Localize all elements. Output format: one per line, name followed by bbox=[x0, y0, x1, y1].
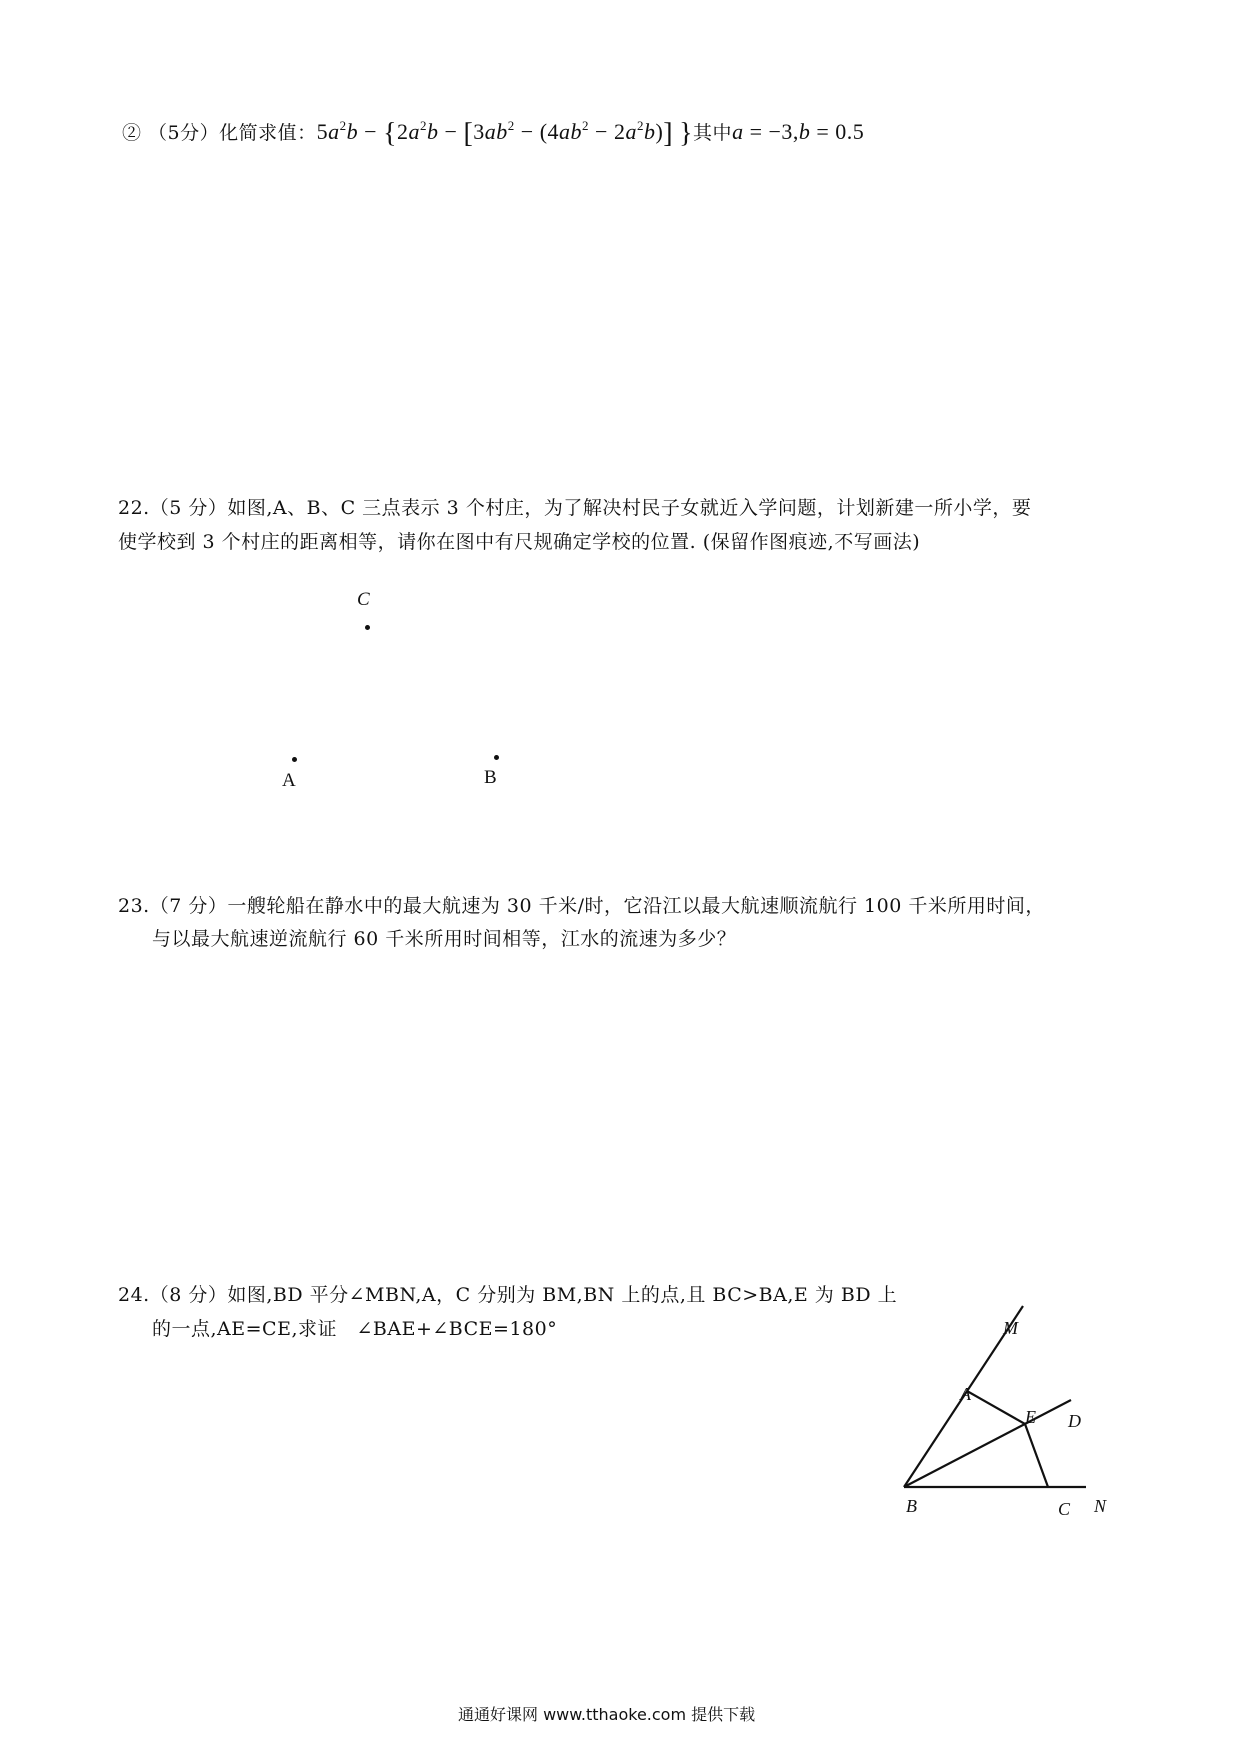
question-24-line-1: 24.（8 分）如图,BD 平分∠MBN,A，C 分别为 BM,BN 上的点,且 BC>BA,E 为 BD 上 bbox=[118, 1284, 898, 1306]
ray-bd bbox=[904, 1400, 1071, 1487]
condition-values: a = −3,b = 0.5 bbox=[732, 119, 865, 144]
label-d: D bbox=[1068, 1411, 1081, 1431]
page-footer: 通通好课网 www.tthaoke.com 提供下载 bbox=[458, 1705, 756, 1724]
question-21-2-label: ② （5分）化简求值： bbox=[122, 122, 317, 144]
question-22-line-1: 22.（5 分）如图,A、B、C 三点表示 3 个村庄，为了解决村民子女就近入学问题，计划新建一所小学，要 bbox=[118, 497, 1032, 519]
question-23-line-2: 与以最大航速逆流航行 60 千米所用时间相等，江水的流速为多少？ bbox=[152, 928, 737, 950]
math-expression: $5a^2b - \{2a^2b - [3ab^2 - (4ab^2 - 2a^2b)]$ } bbox=[316, 118, 694, 149]
question-23-line-1: 23.（7 分）一艘轮船在静水中的最大航速为 30 千米/时，它沿江以最大航速顺流航行 100 千米所用时间， bbox=[118, 895, 1045, 917]
point-b-label: B bbox=[484, 767, 497, 788]
point-c-label: C bbox=[357, 589, 370, 610]
question-24-line-2: 的一点,AE=CE,求证 ∠BAE+∠BCE=180° bbox=[152, 1318, 558, 1340]
question-22-line-2: 使学校到 3 个村庄的距离相等，请你在图中有尺规确定学校的位置. (保留作图痕迹,不写画法) bbox=[118, 531, 921, 553]
point-b-dot bbox=[494, 755, 499, 760]
question-21-2 bbox=[122, 118, 865, 149]
label-e: E bbox=[1025, 1407, 1036, 1427]
segment-ae bbox=[967, 1391, 1025, 1424]
point-a-label: A bbox=[282, 770, 296, 791]
segment-ce bbox=[1025, 1424, 1048, 1487]
condition-prefix: 其中 bbox=[693, 122, 733, 144]
point-a-dot bbox=[292, 757, 297, 762]
label-b: B bbox=[906, 1496, 917, 1516]
label-m: M bbox=[1003, 1318, 1018, 1338]
label-c: C bbox=[1058, 1499, 1071, 1519]
point-c-dot bbox=[365, 625, 370, 630]
label-a: A bbox=[960, 1384, 971, 1404]
label-n: N bbox=[1094, 1496, 1107, 1516]
angle-bisector-figure bbox=[880, 1290, 1120, 1530]
